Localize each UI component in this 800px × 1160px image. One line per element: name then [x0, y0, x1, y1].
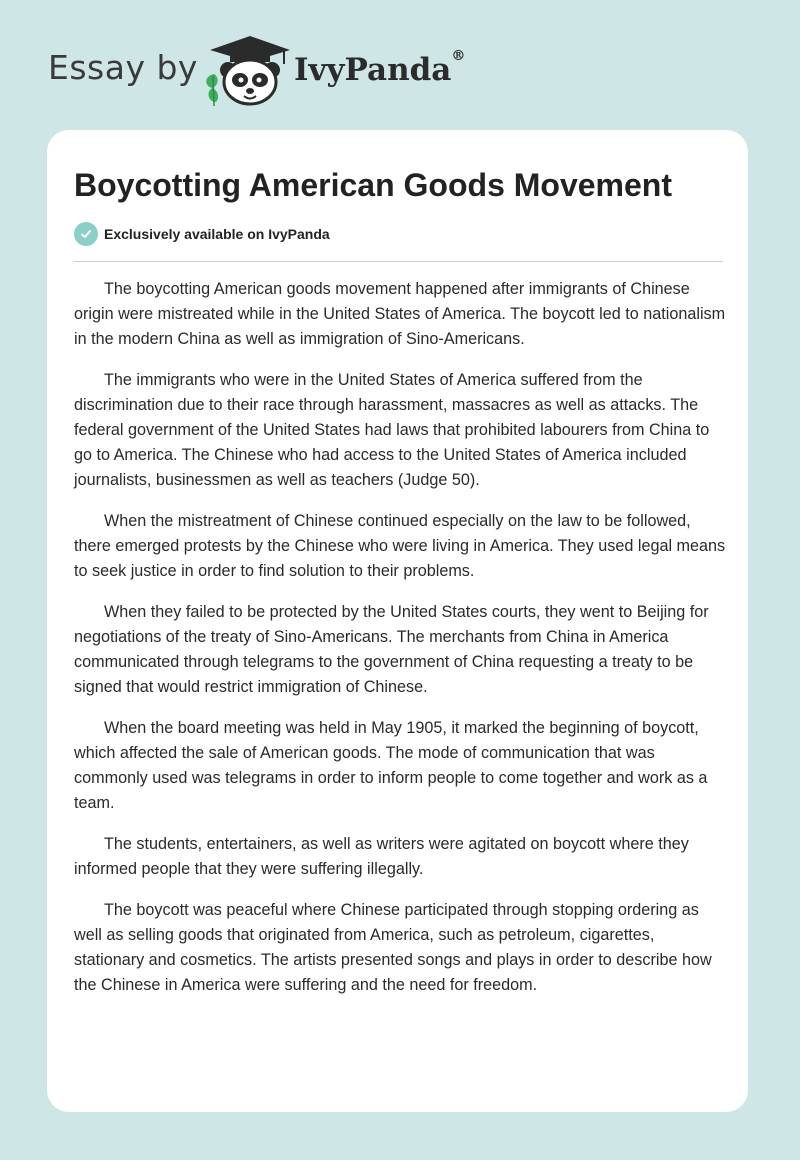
brand-name[interactable]: IvyPanda® [294, 48, 466, 88]
paragraph: The immigrants who were in the United States of America suffered from the discrimination due to their race through harassment, massacres as well as attacks. The federal government of the United States had laws that prohibited labourers from China to go to America. The Chinese who had access to the United States of America included journalists, businessmen as well as teachers (Judge 50). [74, 371, 710, 489]
divider [74, 261, 723, 262]
ivy-leaf-icon [206, 74, 218, 106]
essay-body [74, 277, 726, 1014]
paragraph: The boycotting American goods movement happened after immigrants of Chinese origin were mistreated while in the United States of America. The boycott led to nationalism in the modern China as well as immigration of Sino-Americans. [74, 280, 726, 348]
paragraph: When the mistreatment of Chinese continued especially on the law to be followed, there emerged protests by the Chinese who were living in America. They used legal means to seek justice in order to find solution to their problems. [74, 512, 726, 580]
page-title: Boycotting American Goods Movement [74, 167, 672, 203]
badge-text: Exclusively available on IvyPanda [104, 226, 330, 242]
paragraph: When they failed to be protected by the United States courts, they went to Beijing for negotiations of the treaty of Sino-Americans. The merchants from China in America communicated through telegrams to the government of China requesting a treaty to be signed that would restrict immigration of Chinese. [74, 603, 709, 696]
paragraph: When the board meeting was held in May 1905, it marked the beginning of boycott, which affected the sale of American goods. The mode of communication that was commonly used was telegrams in order to inform people to come together and work as a team. [74, 719, 708, 812]
registered-mark: ® [451, 48, 466, 64]
essay-by-label: Essay by [48, 48, 198, 87]
essay-card [47, 130, 748, 1112]
check-circle-icon [74, 222, 98, 246]
paragraph: The boycott was peaceful where Chinese participated through stopping ordering as well as selling goods that originated from America, such as petroleum, cigarettes, stationary and cosmetics. The artists presented songs and plays in order to describe how the Chinese in America were suffering and the need for freedom. [74, 901, 712, 994]
panda-graduate-icon[interactable] [200, 30, 300, 110]
exclusive-badge [74, 222, 330, 246]
paragraph: The students, entertainers, as well as writers were agitated on boycott where they informed people that they were suffering illegally. [74, 835, 689, 878]
site-header [48, 30, 608, 110]
